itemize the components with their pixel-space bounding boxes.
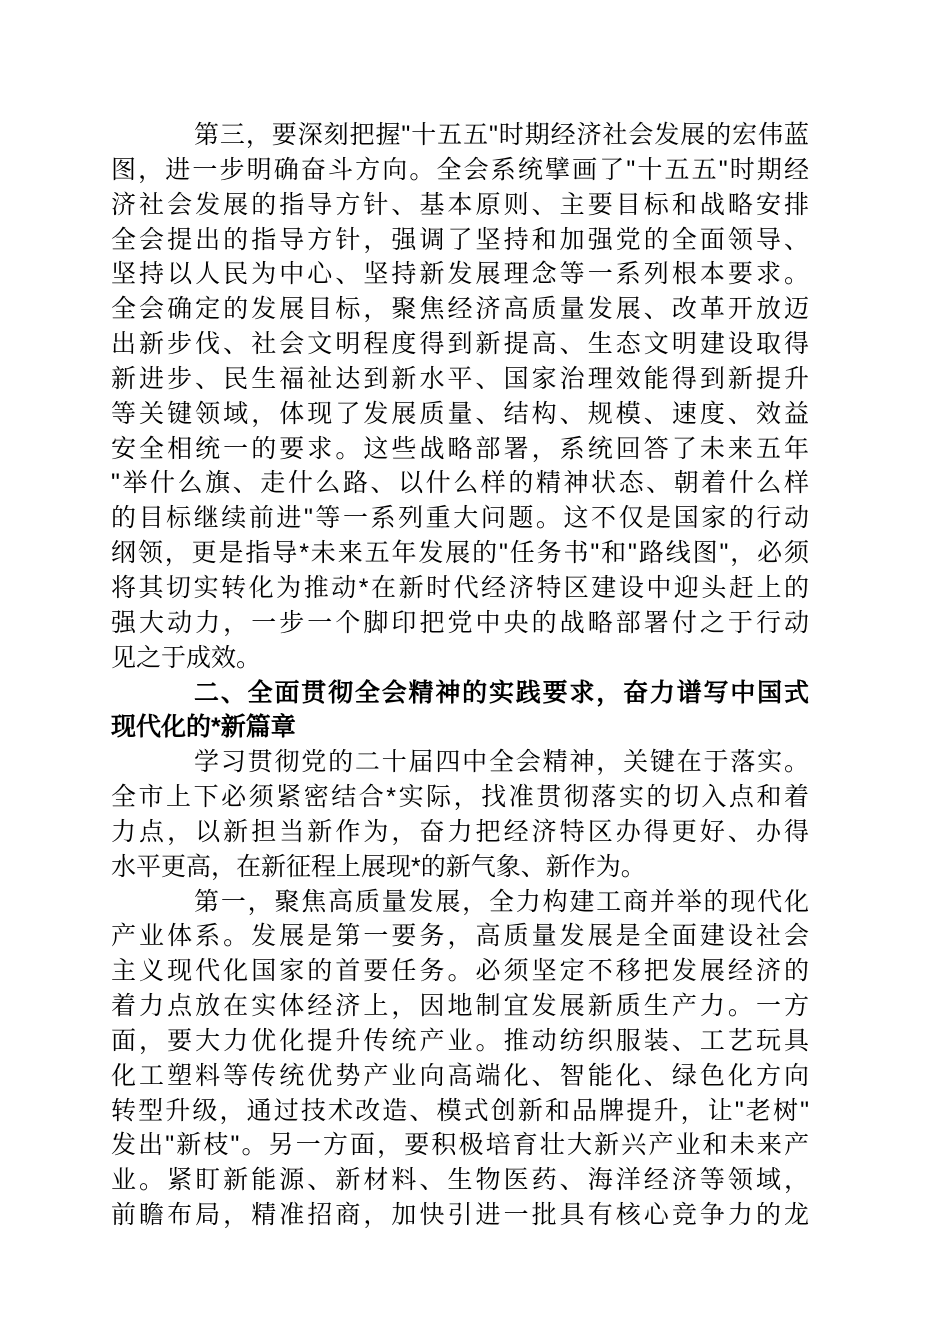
text-line: 前瞻布局，精准招商，加快引进一批具有核心竞争力的龙 [111, 1201, 809, 1230]
text-line: 等关键领域，体现了发展质量、结构、规模、速度、效益 [111, 399, 809, 428]
text-line: 全市上下必须紧密结合*实际，找准贯彻落实的切入点和着 [111, 783, 809, 812]
text-line: 纲领，更是指导*未来五年发展的"任务书"和"路线图"，必须 [111, 539, 809, 568]
text-line: 转型升级，通过技术改造、模式创新和品牌提升，让"老树" [111, 1096, 809, 1125]
text-line: 着力点放在实体经济上，因地制宜发展新质生产力。一方 [111, 992, 809, 1021]
text-line: 见之于成效。 [111, 643, 262, 672]
text-line: 二、全面贯彻全会精神的实践要求，奋力谱写中国式 [194, 678, 809, 707]
text-line: 产业体系。发展是第一要务，高质量发展是全面建设社会 [111, 922, 809, 951]
text-line: 业。紧盯新能源、新材料、生物医药、海洋经济等领域， [111, 1166, 809, 1195]
text-line: 主义现代化国家的首要任务。必须坚定不移把发展经济的 [111, 957, 809, 986]
text-line: 发出"新枝"。另一方面，要积极培育壮大新兴产业和未来产 [111, 1131, 809, 1160]
text-line: 水平更高，在新征程上展现*的新气象、新作为。 [111, 852, 646, 881]
text-line: 将其切实转化为推动*在新时代经济特区建设中迎头赶上的 [111, 573, 809, 602]
text-line: 力点，以新担当新作为，奋力把经济特区办得更好、办得 [111, 817, 809, 846]
text-line: 现代化的*新篇章 [111, 713, 296, 742]
text-line: 化工塑料等传统优势产业向高端化、智能化、绿色化方向 [111, 1061, 809, 1090]
text-line: 第一，聚焦高质量发展，全力构建工商并举的现代化 [194, 887, 809, 916]
text-line: 的目标继续前进"等一系列重大问题。这不仅是国家的行动 [111, 504, 809, 533]
text-line: 安全相统一的要求。这些战略部署，系统回答了未来五年 [111, 434, 809, 463]
text-line: 全会确定的发展目标，聚焦经济高质量发展、改革开放迈 [111, 295, 809, 324]
text-line: 学习贯彻党的二十届四中全会精神，关键在于落实。 [194, 748, 809, 777]
text-line: 新进步、民生福祉达到新水平、国家治理效能得到新提升 [111, 364, 809, 393]
text-line: 面，要大力优化提升传统产业。推动纺织服装、工艺玩具 [111, 1026, 809, 1055]
text-line: 全会提出的指导方针，强调了坚持和加强党的全面领导、 [111, 225, 809, 254]
text-line: 图，进一步明确奋斗方向。全会系统擘画了"十五五"时期经 [111, 155, 809, 184]
text-line: "举什么旗、走什么路、以什么样的精神状态、朝着什么样 [111, 469, 809, 498]
text-line: 强大动力，一步一个脚印把党中央的战略部署付之于行动 [111, 608, 809, 637]
text-line: 出新步伐、社会文明程度得到新提高、生态文明建设取得 [111, 330, 809, 359]
text-line: 济社会发展的指导方针、基本原则、主要目标和战略安排 [111, 190, 809, 219]
text-line: 坚持以人民为中心、坚持新发展理念等一系列根本要求。 [111, 260, 809, 289]
document-body [111, 118, 809, 1233]
text-line: 第三，要深刻把握"十五五"时期经济社会发展的宏伟蓝 [194, 121, 809, 149]
